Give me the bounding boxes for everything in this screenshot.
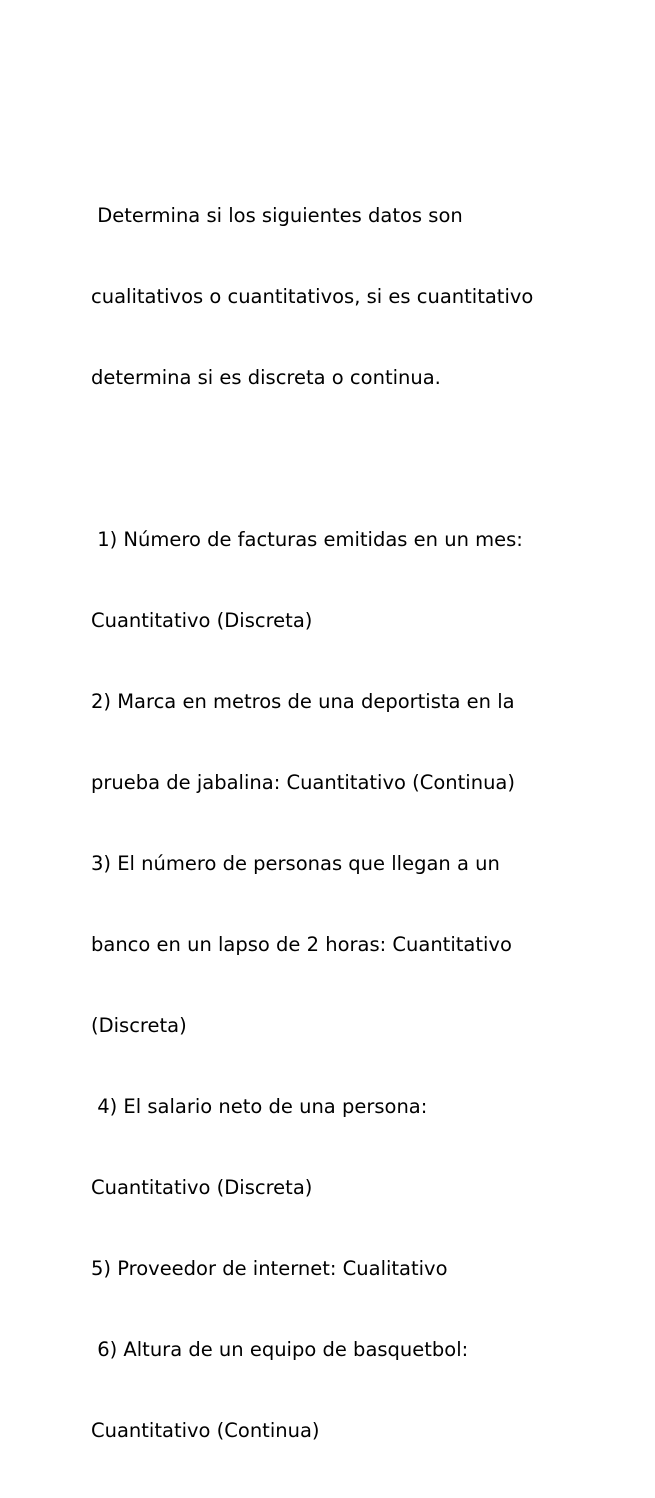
- item-line-12: Cuantitativo (Continua): [91, 1419, 320, 1442]
- item-line-7: (Discreta): [91, 1014, 187, 1037]
- intro-line-1: Determina si los siguientes datos son: [91, 204, 463, 227]
- item-line-9: Cuantitativo (Discreta): [91, 1176, 313, 1199]
- document-text: [91, 148, 591, 1442]
- item-line-1: 1) Número de facturas emitidas en un mes:: [91, 528, 523, 551]
- item-line-11: 6) Altura de un equipo de basquetbol:: [91, 1338, 469, 1361]
- item-line-4: prueba de jabalina: Cuantitativo (Continua): [91, 771, 515, 794]
- item-line-5: 3) El número de personas que llegan a un: [91, 852, 500, 875]
- item-line-6: banco en un lapso de 2 horas: Cuantitativo: [91, 933, 512, 956]
- item-line-10: 5) Proveedor de internet: Cualitativo: [91, 1257, 448, 1280]
- item-line-2: Cuantitativo (Discreta): [91, 609, 313, 632]
- item-line-8: 4) El salario neto de una persona:: [91, 1095, 428, 1118]
- item-line-3: 2) Marca en metros de una deportista en la: [91, 690, 515, 713]
- blank-line: [91, 445, 591, 472]
- intro-line-2: cualitativos o cuantitativos, si es cuantitativo: [91, 285, 534, 308]
- intro-line-3: determina si es discreta o continua.: [91, 366, 441, 389]
